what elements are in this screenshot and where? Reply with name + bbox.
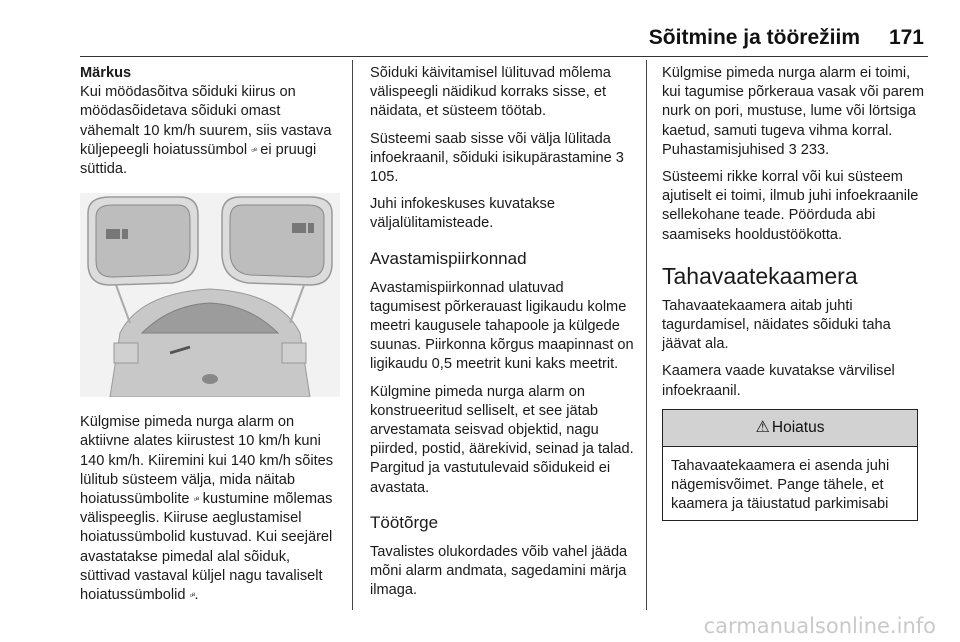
note-heading: Märkus xyxy=(80,65,132,81)
warning-header xyxy=(663,410,917,447)
paragraph-design: Külgmine pimeda nurga alarm on konstrueeritud selliselt, et see jätab arvestamata seisvad objektid, nagu piirded, postid, äärekivid, seinad ja talad. Pargitud ja vastutulevaid sõidukeid ei avastata. xyxy=(370,383,634,496)
warning-title: Hoiatus xyxy=(771,418,825,436)
mirror-warning-icon: ▫︎⁸ xyxy=(251,144,257,155)
paragraph-fault-message: Süsteemi rikke korral või kui süsteem ajutiselt ei toimi, ilmub juhi infoekraanile sellekohane teade. Pöörduda abi saamiseks hooldustöökotta. xyxy=(662,169,919,243)
warning-text: Tahavaatekaamera ei asenda juhi nägemisvõimet. Pange tähele, et kaamera ja täiustatud parkimisabi xyxy=(671,457,890,513)
paragraph-startup: Sõiduki käivitamisel lülituvad mõlema välispeegli näidikud korraks sisse, et näidata, et süsteem töötab. xyxy=(370,65,611,120)
page-reference[interactable]: 3 105. xyxy=(370,149,624,186)
paragraph-off-message: Juhi infokeskuses kuvatakse väljalülitamisteade. xyxy=(370,196,555,232)
page-number: 171 xyxy=(888,26,924,49)
column-3 xyxy=(662,64,930,521)
header-rule xyxy=(80,56,928,57)
warning-box xyxy=(662,409,918,522)
column-divider-2 xyxy=(646,60,647,610)
paragraph-activation-range: Külgmise pimeda nurga alarm on aktiivne alates kiirustest 10 km/h kuni 140 km/h. Kiiremini kui 140 km/h sõites lülitub süsteem välja, mida näitab hoiatussümbolite ▫︎⁸ kustumine mõlemas välispeeglis. Kiiruse aeglustamisel hoiatussümbolid kustuvad. Kui seejärel avastatakse pimedal alal sõiduk, süttivad vastaval küljel nagu tavaliselt hoiatussümbolid ▫︎⁸. xyxy=(80,414,334,604)
mirror-illustration xyxy=(80,193,340,397)
page-header-title: Sõitmine ja töörežiim xyxy=(648,26,860,49)
note-text: Kui möödasõitva sõiduki kiirus on möödasõidetava sõiduki omast vähemalt 10 km/h suurem, siis vastava küljepeegli hoiatussümbol ▫︎⁸ ei pruugi süttida. xyxy=(80,84,332,178)
watermark: carmanualsonline.info xyxy=(703,614,936,638)
heading-detection-zones: Avastamispiirkonnad xyxy=(370,248,527,268)
paragraph-camera-display: Kaamera vaade kuvatakse värvilisel infoekraanil. xyxy=(662,363,895,399)
heading-rear-camera: Tahavaatekaamera xyxy=(662,262,858,289)
column-divider-1 xyxy=(352,60,353,610)
warning-triangle-icon: ⚠ xyxy=(755,418,770,436)
paragraph-missed-alarm: Tavalistes olukordades võib vahel jääda mõni alarm andmata, sagedamini märja ilmaga. xyxy=(370,543,628,599)
paragraph-zones: Avastamispiirkonnad ulatuvad tagumisest põrkerauast ligikaudu kolme meetri kaugusele tahapoole ja külgede suunas. Piirkonna kõrgus maapinnast on ligikaudu 0,5 meetrit kuni kaks meetrit. xyxy=(370,279,634,373)
mirror-warning-icon: ▫︎⁸ xyxy=(193,494,199,505)
heading-malfunction: Töötõrge xyxy=(370,512,439,532)
column-1 xyxy=(80,64,342,613)
paragraph-toggle: Süsteemi saab sisse või välja lülitada infoekraanil, sõiduki isikupärastamine 3 105. xyxy=(370,130,624,186)
page-reference[interactable]: 3 233. xyxy=(788,141,830,158)
column-2 xyxy=(370,64,636,608)
mirror-warning-icon: ▫︎⁸ xyxy=(189,590,195,601)
paragraph-camera-purpose: Tahavaatekaamera aitab juhti tagurdamisel, näidates sõiduki taha jäävat ala. xyxy=(662,297,891,353)
paragraph-not-working: Külgmise pimeda nurga alarm ei toimi, kui tagumise põrkeraua vasak või parem nurk on pori, mustuse, lume või lörtsiga kaetud, samuti tugeva vihma korral. Puhastamisjuhised 3 233. xyxy=(662,65,925,158)
